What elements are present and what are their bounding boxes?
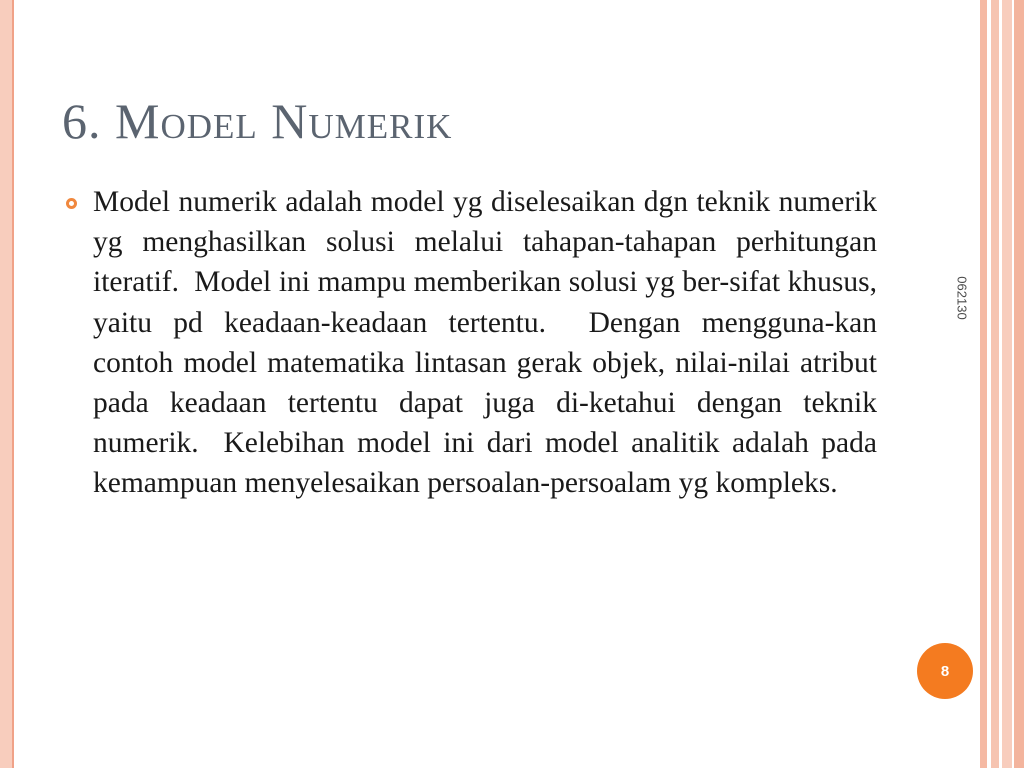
- page-number: 8: [940, 662, 950, 680]
- date-label: 062130: [954, 276, 970, 320]
- right-stripe: [980, 0, 987, 768]
- right-stripe: [1014, 0, 1024, 768]
- left-edge-line: [12, 0, 14, 768]
- page-number-badge: [917, 643, 973, 699]
- slide-body-text: Model numerik adalah model yg diselesaikan dgn teknik numerik yg menghasilkan solusi melalui tahapan-tahapan perhitungan iteratif. Model ini mampu memberikan solusi yg ber-sifat khusus, yaitu pd keadaan-keadaan tertentu. Dengan mengguna-kan contoh model matematika lintasan gerak objek, nilai-nilai atribut pada keadaan tertentu dapat juga di-ketahui dengan teknik numerik. Kelebihan model ini dari model analitik adalah pada kemampuan menyelesaikan persoalan-persoalam yg kompleks.: [93, 186, 885, 500]
- slide-title: 6. Model Numerik: [62, 93, 453, 149]
- right-stripe: [991, 0, 999, 768]
- right-stripe: [1002, 0, 1012, 768]
- left-edge-decoration: [0, 0, 12, 768]
- bullet-circle-icon: [66, 198, 77, 209]
